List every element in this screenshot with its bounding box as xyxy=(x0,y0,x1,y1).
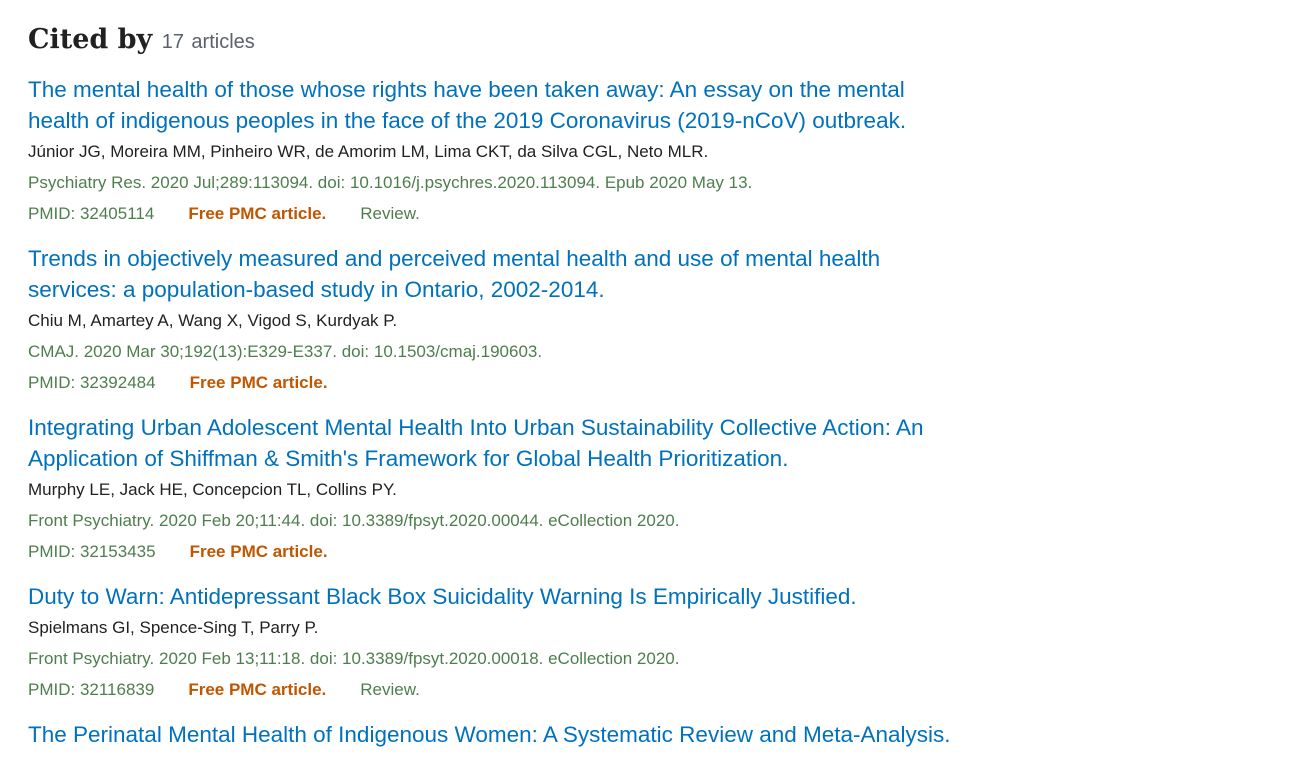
article-authors: Chiu M, Amartey A, Wang X, Vigod S, Kurdyak P. xyxy=(28,311,398,330)
article-citation: Front Psychiatry. 2020 Feb 13;11:18. doi: 10.3389/fpsyt.2020.00018. eCollection 2020. xyxy=(28,649,680,668)
article-title-link[interactable]: Trends in objectively measured and perceived mental health and use of mental health services: a population-based study in Ontario, 2002-2014. xyxy=(28,246,881,302)
article-title-link[interactable]: Duty to Warn: Antidepressant Black Box Suicidality Warning Is Empirically Justified. xyxy=(28,584,857,609)
free-pmc-link[interactable]: Free PMC article. xyxy=(189,542,328,561)
article-citation: Psychiatry Res. 2020 Jul;289:113094. doi: 10.1016/j.psychres.2020.113094. Epub 2020 May 13. xyxy=(28,173,753,192)
article-pmid: PMID: 32405114 xyxy=(28,204,155,223)
cited-by-heading xyxy=(28,20,958,60)
article-meta xyxy=(28,536,958,567)
free-pmc-link[interactable]: Free PMC article. xyxy=(188,680,327,699)
article-authors: Júnior JG, Moreira MM, Pinheiro WR, de Amorim LM, Lima CKT, da Silva CGL, Neto MLR. xyxy=(28,142,709,161)
article-authors: Murphy LE, Jack HE, Concepcion TL, Collins PY. xyxy=(28,480,397,499)
article-item xyxy=(28,719,958,750)
article-authors: Spielmans GI, Spence-Sing T, Parry P. xyxy=(28,618,319,637)
article-pmid: PMID: 32153435 xyxy=(28,542,156,561)
article-item xyxy=(28,581,958,705)
cited-by-title: Cited by xyxy=(28,24,153,55)
article-item xyxy=(28,412,958,567)
article-pmid: PMID: 32116839 xyxy=(28,680,155,699)
cited-by-unit: articles xyxy=(191,31,255,53)
article-citation: CMAJ. 2020 Mar 30;192(13):E329-E337. doi: 10.1503/cmaj.190603. xyxy=(28,342,543,361)
article-meta xyxy=(28,367,958,398)
article-title-link[interactable]: Integrating Urban Adolescent Mental Health Into Urban Sustainability Collective Action: An Application of Shiffman & Smith's Framework for Global Health Prioritization. xyxy=(28,415,924,471)
article-citation: Front Psychiatry. 2020 Feb 20;11:44. doi: 10.3389/fpsyt.2020.00044. eCollection 2020. xyxy=(28,511,680,530)
article-type: Review. xyxy=(360,680,420,699)
cited-by-count: 17 xyxy=(161,31,184,53)
article-item xyxy=(28,243,958,398)
article-pmid: PMID: 32392484 xyxy=(28,373,156,392)
article-meta xyxy=(28,674,958,705)
article-item xyxy=(28,74,958,229)
article-title-link[interactable]: The mental health of those whose rights have been taken away: An essay on the mental health of indigenous peoples in the face of the 2019 Coronavirus (2019-nCoV) outbreak. xyxy=(28,77,907,133)
cited-by-section xyxy=(28,20,958,764)
free-pmc-link[interactable]: Free PMC article. xyxy=(188,204,327,223)
article-title-link[interactable]: The Perinatal Mental Health of Indigenous Women: A Systematic Review and Meta-Analysis. xyxy=(28,722,951,747)
article-meta xyxy=(28,198,958,229)
free-pmc-link[interactable]: Free PMC article. xyxy=(189,373,328,392)
article-type: Review. xyxy=(360,204,420,223)
